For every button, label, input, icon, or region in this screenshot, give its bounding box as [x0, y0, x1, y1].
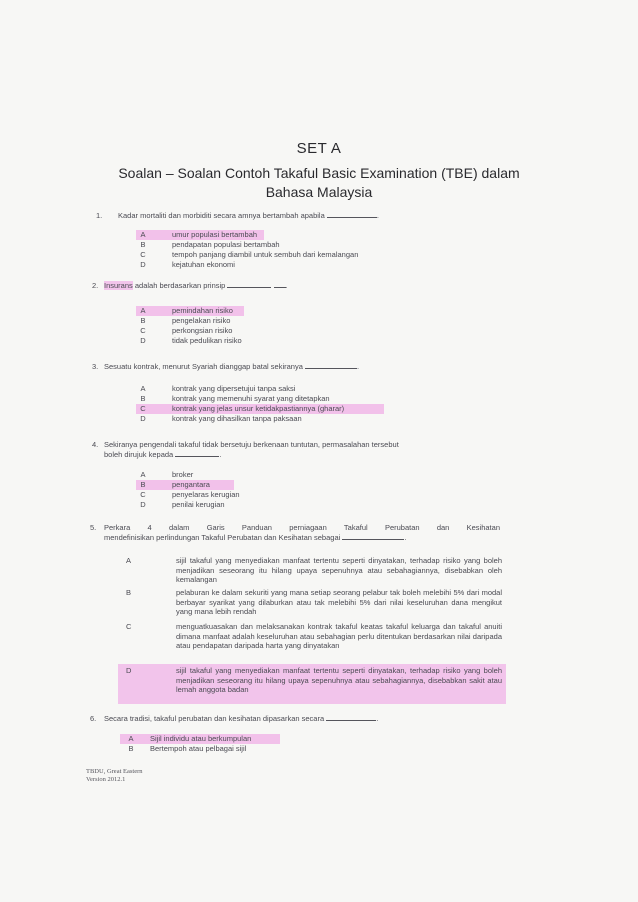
- question-number: 6.: [90, 714, 97, 723]
- option-c-letter: C: [126, 622, 132, 631]
- document-page: SET A Soalan – Soalan Contoh Takaful Basic Examination (TBE) dalam Bahasa Malaysia 1. Kadar mortaliti dan morbiditi secara amnya bertambah apabila . A umur populasi bertambah B pendapatan populasi bertambah C tempoh panjang diambil untuk sembuh dari kemalangan D kejatuhan ekonomi 2. Insurans adalah berdasarkan prinsip . A pemindahan risiko B pengelakan risiko C perkongsian risiko D tidak pedulikan risiko 3. Sesuatu kontrak, menurut Syariah dianggap batal sekiranya . A kontrak yang dipersetujui tanpa saksi B kontrak yang memenuhi syarat yang ditetapkan C kontrak yang jelas unsur ketidakpastiannya (gharar) D kontrak yang dihasilkan tanpa paksaan 4. Sekiranya pengendali takaful tidak bersetuju berkenaan tuntutan, permasalahan tersebut boleh dirujuk kepada . A broker B pengantara C penyelaras kerugian D penilai kerugian 5. Perkara 4 dalam Garis Panduan perniagaan Takaful Perubatan dan Kesihatan mendefinisikan perlindungan Takaful Perubatan dan Kesihatan sebagai . A sijil takaful yang menyediakan manfaat tertentu seperti dinyatakan, terhadap risiko yang boleh menjadikan seseorang itu hilang upaya sepenuhnya atau sebahagiannya, disebabkan oleh kemalangan B pelaburan ke dalam sekuriti yang mana setiap seorang pelabur tak boleh melebihi 5% dari modal berbayar syarikat yang dilaburkan atau tak melebihi 5% dari nilai keseluruhan dana mengikut yang mana lebih rendah C menguatkuasakan dan melaksanakan kontrak takaful keatas takaful keluarga dan takaful anuiti dimana manfaat adalah keseluruhan atau sebahagian perlu ditentukan berdasarkan nilai daripada atau pendapatan daripada harta yang dinyatakan D sijil takaful yang menyediakan manfaat tertentu seperti dinyatakan, terhadap risiko yang boleh menjadikan seseorang itu hilang upaya sepenuhnya atau sebahagiannya, disebabkan sakit atau lemah anggota badan 6. Secara tradisi, takaful perubatan dan kesihatan dipasarkan secara . A Sijil individu atau berkumpulan B Bertempoh atau pelbagai sijil TBDU, Great Eastern Version 2012.1: [0, 0, 638, 902]
- option-b: B pengantara: [136, 480, 234, 490]
- question-text: Secara tradisi, takaful perubatan dan kesihatan dipasarkan secara .: [104, 714, 379, 723]
- option-a: A pemindahan risiko: [136, 306, 244, 316]
- question-number: 5.: [90, 523, 97, 532]
- option-c: C kontrak yang jelas unsur ketidakpastiannya (gharar): [136, 404, 384, 414]
- question-number: 4.: [92, 440, 99, 449]
- question-number: 1.: [96, 211, 103, 220]
- question-text: Insurans adalah berdasarkan prinsip .: [104, 281, 288, 290]
- document-heading: [80, 164, 558, 202]
- heading-line-1: Soalan – Soalan Contoh Takaful Basic Examination (TBE) dalam: [118, 165, 520, 181]
- question-text: Sesuatu kontrak, menurut Syariah dianggap batal sekiranya .: [104, 362, 360, 371]
- question-number: 3.: [92, 362, 99, 371]
- option-a: sijil takaful yang menyediakan manfaat tertentu seperti dinyatakan, terhadap risiko yang boleh menjadikan seseorang itu hilang upaya sepenuhnya atau sebahagiannya, disebabkan oleh kemalangan: [176, 556, 502, 585]
- question-text-line-2: mendefinisikan perlindungan Takaful Perubatan dan Kesihatan sebagai .: [104, 533, 407, 542]
- option-d: sijil takaful yang menyediakan manfaat tertentu seperti dinyatakan, terhadap risiko yang boleh menjadikan seseorang itu hilang upaya sepenuhnya atau sebahagiannya, disebabkan sakit atau lemah anggota badan: [176, 666, 502, 695]
- option-a: A umur populasi bertambah: [136, 230, 264, 240]
- question-number: 2.: [92, 281, 99, 290]
- option-b: pelaburan ke dalam sekuriti yang mana setiap seorang pelabur tak boleh melebihi 5% dari modal berbayar syarikat yang dilaburkan atau tak melebihi 5% dari nilai keseluruhan dana mengikut yang mana lebih rendah: [176, 588, 502, 617]
- footer-line-1: TBDU, Great Eastern: [86, 768, 143, 775]
- question-text-line-1: Sekiranya pengendali takaful tidak bersetuju berkenaan tuntutan, permasalahan tersebut: [104, 440, 399, 449]
- question-text: Kadar mortaliti dan morbiditi secara amnya bertambah apabila .: [118, 211, 379, 220]
- heading-line-2: Bahasa Malaysia: [265, 184, 373, 200]
- set-title: SET A: [296, 140, 342, 157]
- option-c: menguatkuasakan dan melaksanakan kontrak takaful keatas takaful keluarga dan takaful anuiti dimana manfaat adalah keseluruhan atau sebahagian perlu ditentukan berdasarkan nilai daripada atau pendapatan daripada harta yang dinyatakan: [176, 622, 502, 651]
- option-a-letter: A: [126, 556, 132, 565]
- option-d-letter: D: [126, 666, 132, 675]
- option-a: A Sijil individu atau berkumpulan: [120, 734, 280, 744]
- footer-line-2: Version 2012.1: [86, 776, 126, 783]
- question-text-line-2: boleh dirujuk kepada .: [104, 450, 222, 459]
- question-text-line-1: Perkara 4 dalam Garis Panduan perniagaan Takaful Perubatan dan Kesihatan: [104, 523, 500, 532]
- option-b-letter: B: [126, 588, 132, 597]
- document-footer: [86, 768, 143, 784]
